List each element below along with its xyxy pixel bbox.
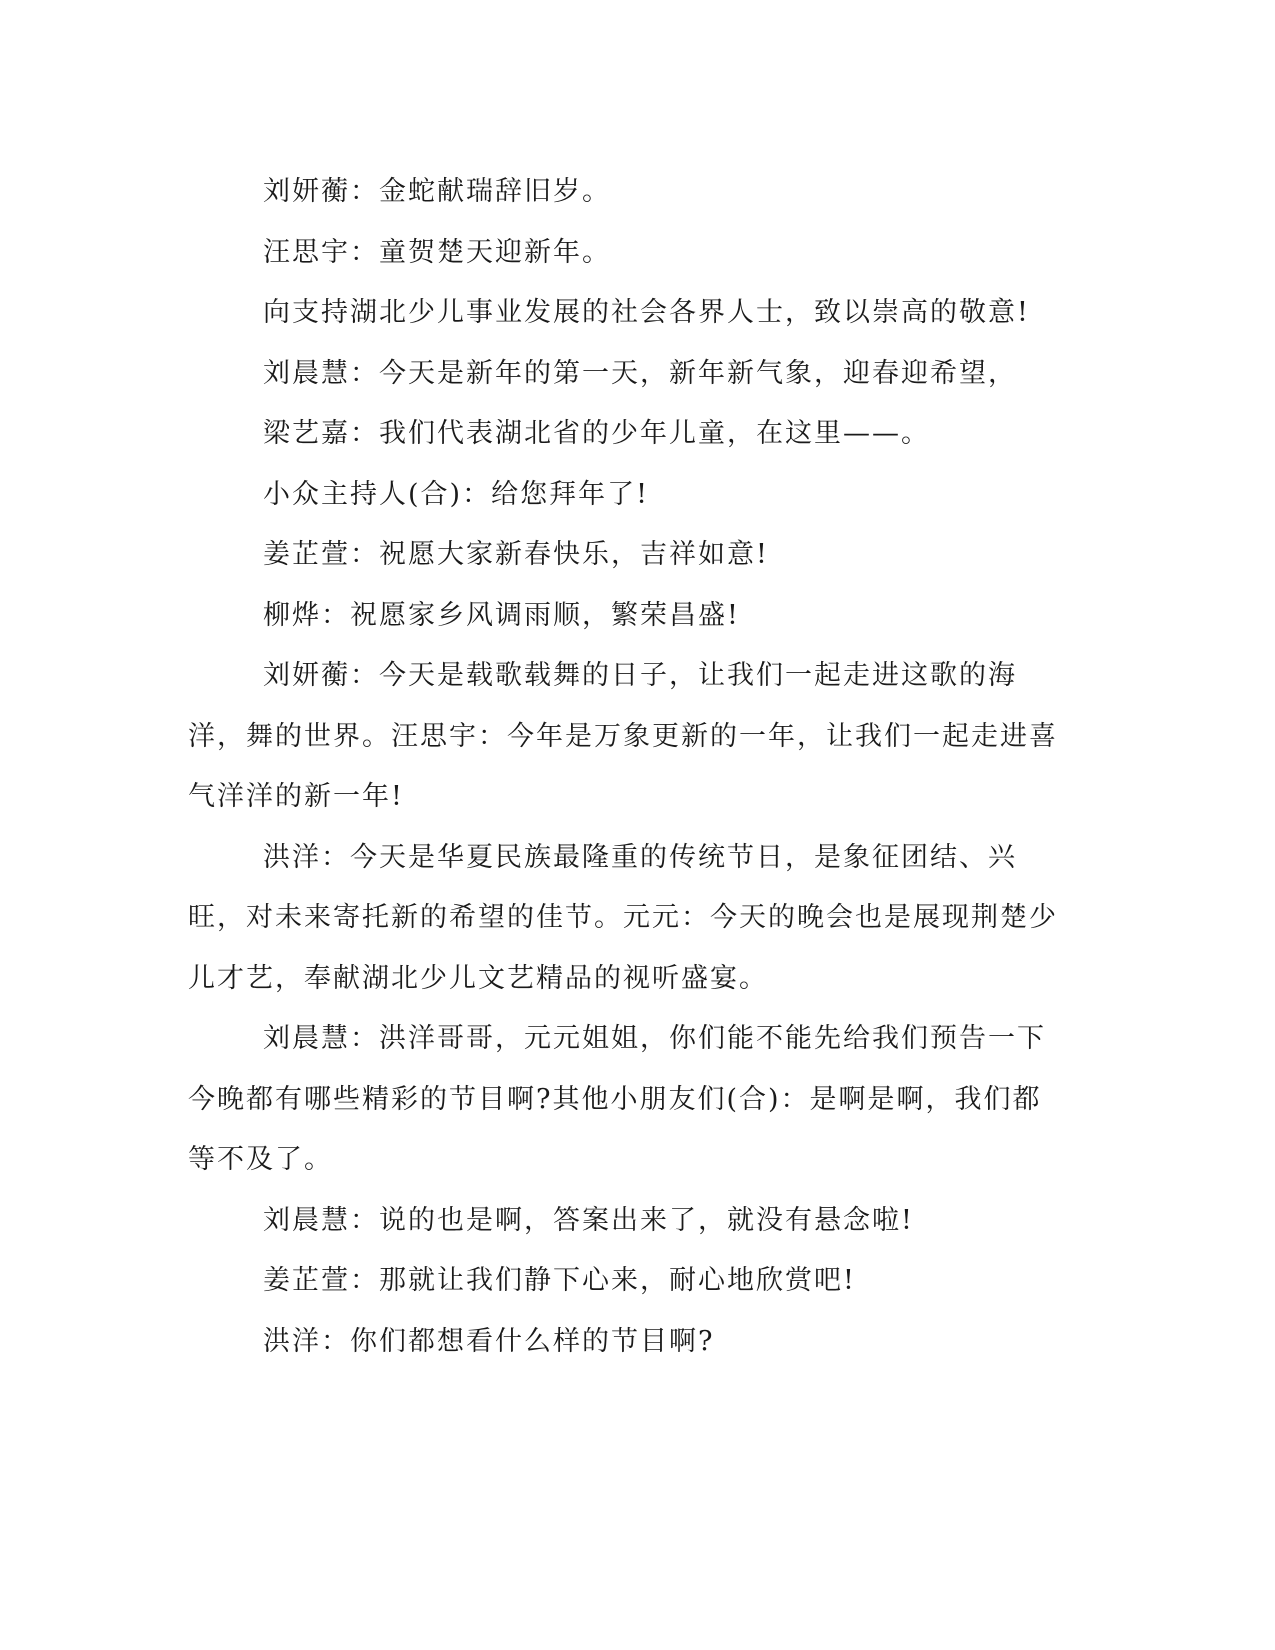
paragraph-12: 刘晨慧：说的也是啊，答案出来了，就没有悬念啦! [263, 1204, 914, 1236]
paragraph-6: 小众主持人(合)：给您拜年了! [263, 478, 649, 510]
paragraph-9: 刘妍蘅：今天是载歌载舞的日子，让我们一起走进这歌的海洋，舞的世界。汪思宇：今年是万象更新的一年，让我们一起走进喜气洋洋的新一年! [188, 660, 1058, 812]
paragraph-10: 洪洋：今天是华夏民族最隆重的传统节日，是象征团结、兴旺，对未来寄托新的希望的佳节。元元：今天的晚会也是展现荆楚少儿才艺，奉献湖北少儿文艺精品的视听盛宴。 [188, 841, 1058, 994]
paragraph-11: 刘晨慧：洪洋哥哥，元元姐姐，你们能不能先给我们预告一下今晚都有哪些精彩的节目啊?其他小朋友们(合)：是啊是啊，我们都等不及了。 [188, 1023, 1046, 1175]
paragraph-2: 汪思宇：童贺楚天迎新年。 [263, 236, 611, 268]
paragraph-13: 姜芷萱：那就让我们静下心来，耐心地欣赏吧! [263, 1265, 856, 1296]
paragraph-1: 刘妍蘅：金蛇献瑞辞旧岁。 [263, 176, 611, 207]
document-body [188, 162, 1068, 1372]
paragraph-7: 姜芷萱：祝愿大家新春快乐，吉祥如意! [263, 539, 769, 570]
paragraph-4: 刘晨慧：今天是新年的第一天，新年新气象，迎春迎希望， [263, 357, 1017, 389]
paragraph-3: 向支持湖北少儿事业发展的社会各界人士，致以崇高的敬意! [263, 297, 1030, 328]
paragraph-5: 梁艺嘉：我们代表湖北省的少年儿童，在这里——。 [263, 418, 930, 449]
paragraph-8: 柳烨：祝愿家乡风调雨顺，繁荣昌盛! [263, 599, 740, 631]
paragraph-14: 洪洋：你们都想看什么样的节目啊? [263, 1325, 715, 1357]
